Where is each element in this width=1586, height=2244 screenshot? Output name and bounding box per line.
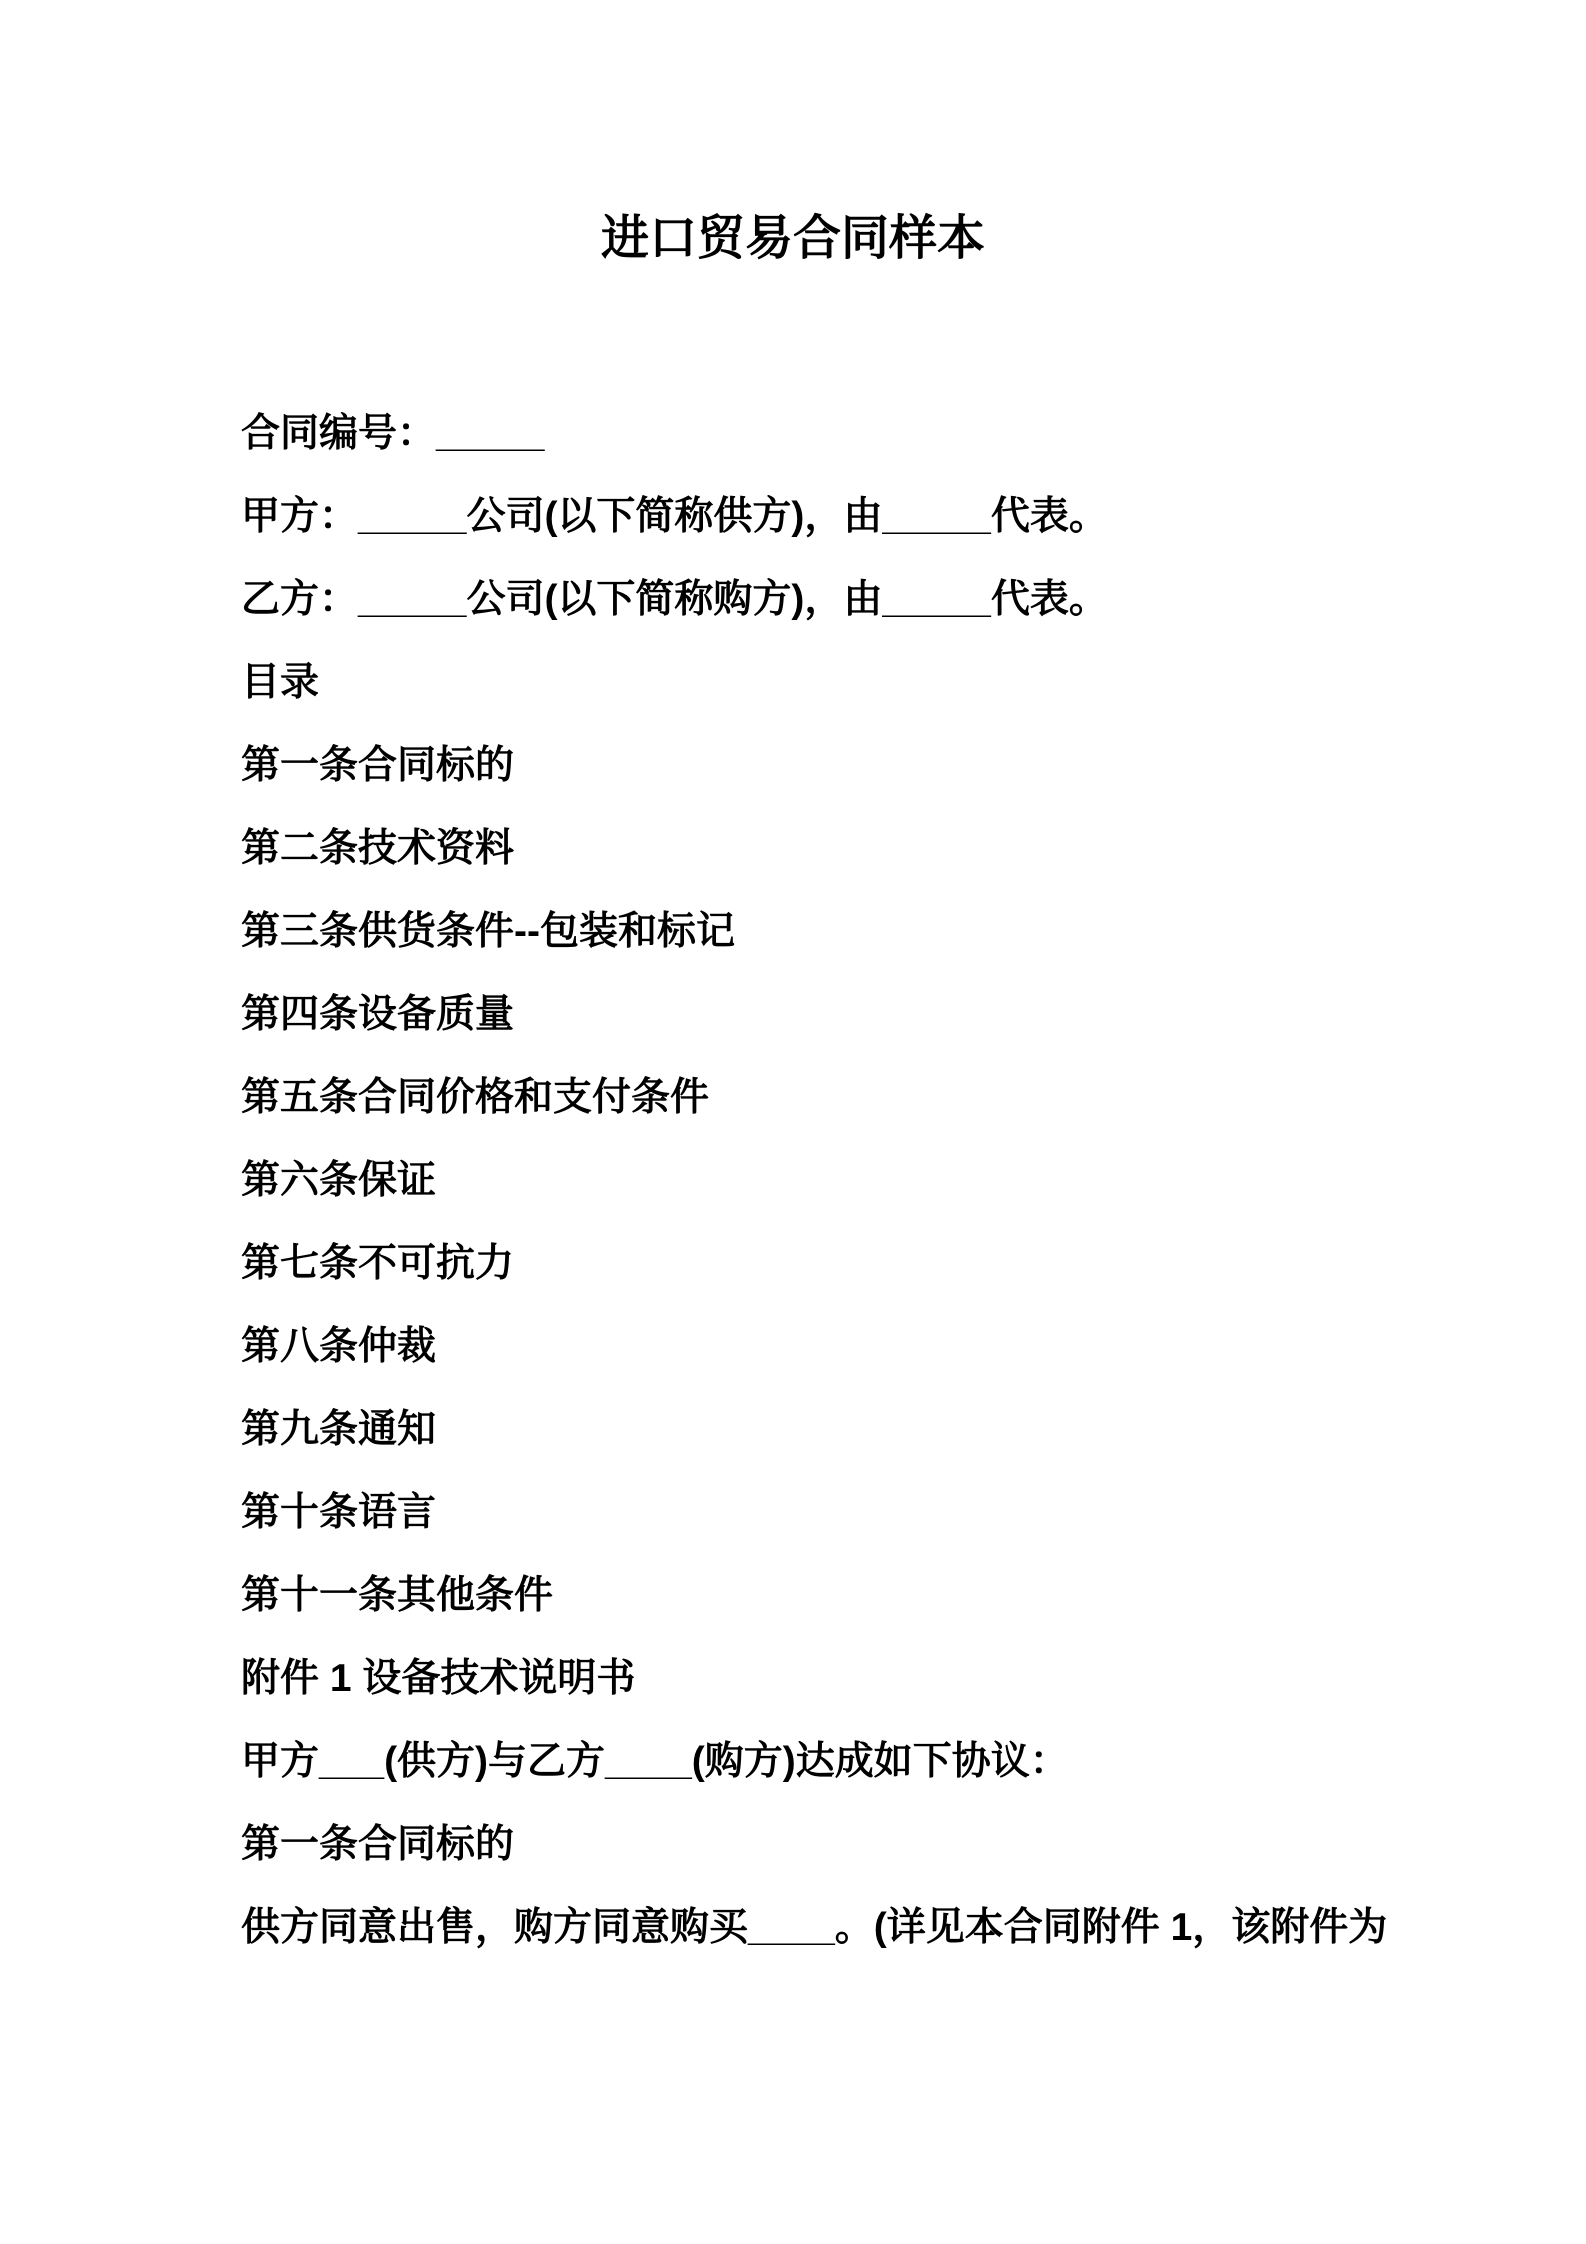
party-a-line: 甲方：_____公司(以下简称供方)，由_____代表。 xyxy=(241,495,1108,538)
contract-number-line: 合同编号：_____ xyxy=(241,412,545,455)
party-b-line: 乙方：_____公司(以下简称购方)，由_____代表。 xyxy=(241,578,1108,621)
toc-item-article-1: 第一条合同标的 xyxy=(241,744,515,787)
toc-item-article-10: 第十条语言 xyxy=(241,1491,437,1534)
toc-item-article-4: 第四条设备质量 xyxy=(241,993,515,1036)
agreement-intro-line: 甲方___(供方)与乙方____(购方)达成如下协议： xyxy=(241,1740,1069,1783)
toc-heading: 目录 xyxy=(241,661,320,704)
toc-item-article-11: 第十一条其他条件 xyxy=(241,1574,554,1617)
toc-item-article-9: 第九条通知 xyxy=(241,1408,437,1451)
toc-item-article-2: 第二条技术资料 xyxy=(241,827,515,870)
toc-item-article-6: 第六条保证 xyxy=(241,1159,437,1202)
toc-item-article-3: 第三条供货条件--包装和标记 xyxy=(241,910,735,953)
document-body xyxy=(0,392,1586,1969)
toc-item-article-5: 第五条合同价格和支付条件 xyxy=(241,1076,710,1119)
article-1-body-line: 供方同意出售，购方同意购买____。(详见本合同附件 1，该附件为 xyxy=(241,1906,1388,1949)
toc-item-appendix-1: 附件 1 设备技术说明书 xyxy=(241,1657,636,1700)
toc-item-article-7: 第七条不可抗力 xyxy=(241,1242,515,1285)
article-1-heading: 第一条合同标的 xyxy=(241,1823,515,1866)
document-title: 进口贸易合同样本 xyxy=(600,212,985,265)
toc-item-article-8: 第八条仲裁 xyxy=(241,1325,437,1368)
